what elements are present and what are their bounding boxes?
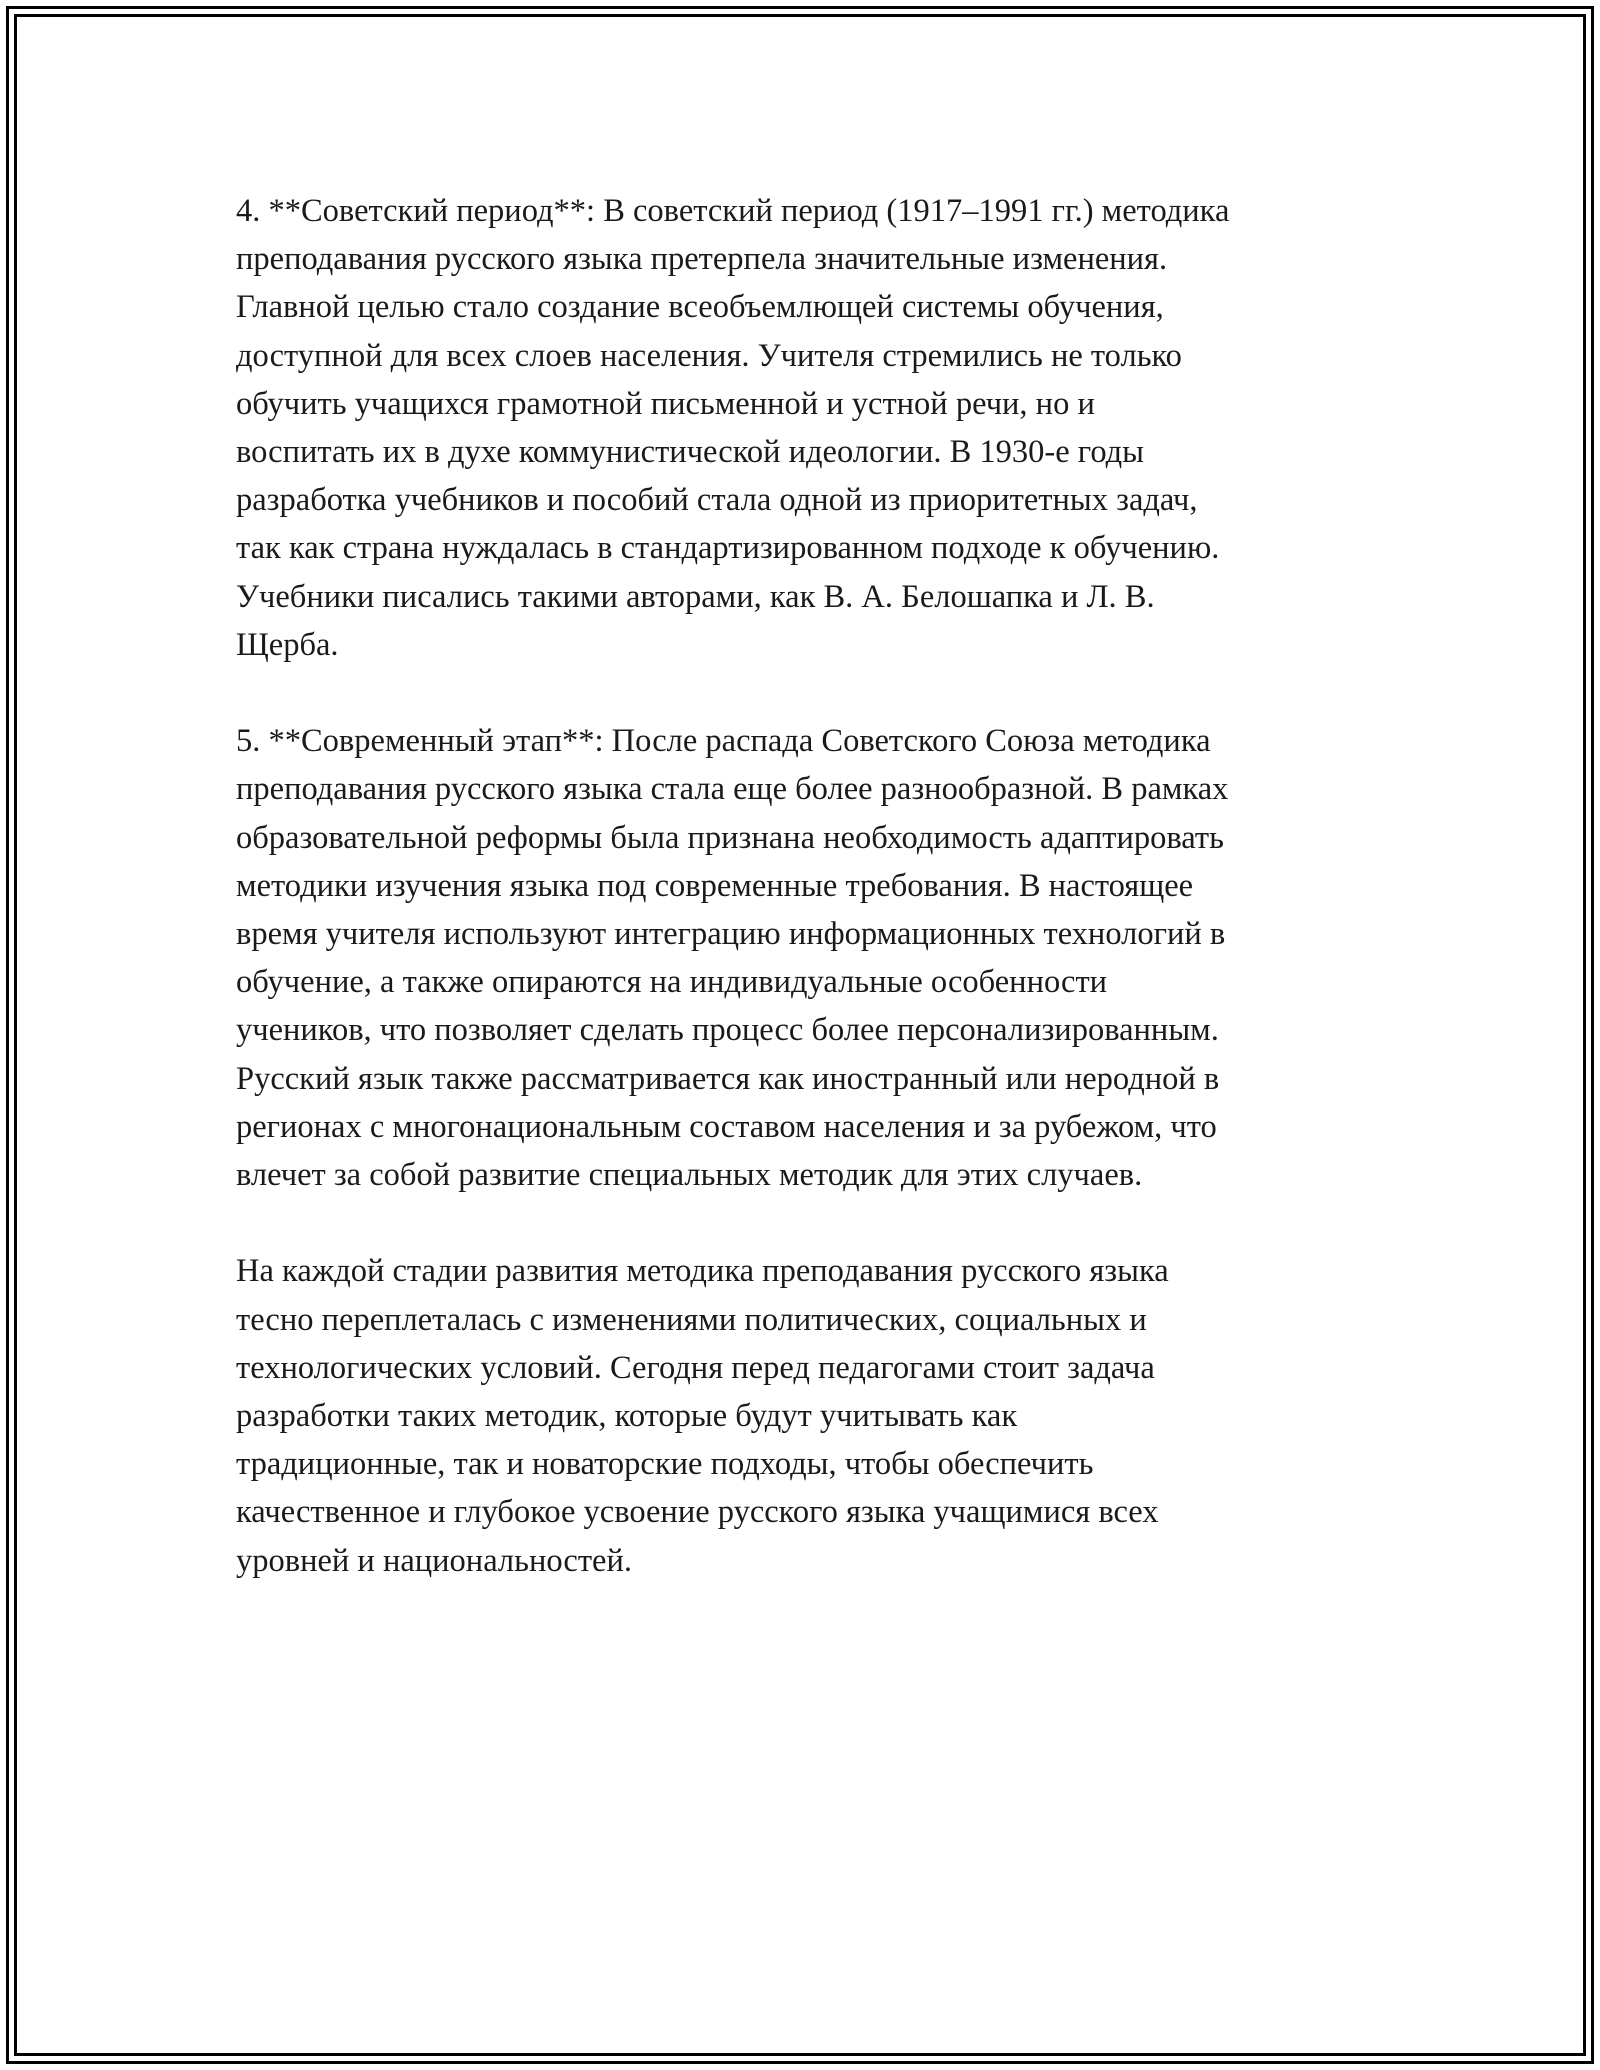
paragraph-soviet-period: 4. **Советский период**: В советский период (1917–1991 гг.) методика преподавания русского языка претерпела значительные изменения. Главной целью стало создание всеобъемлющей системы обучения, доступной для всех слоев населения. Учителя стремились не только обучить учащихся грамотной письменной и устной речи, но и воспитать их в духе коммунистической идеологии. В 1930-е годы разработка учебников и пособий стала одной из приоритетных задач, так как страна нуждалась в стандартизированном подходе к обучению. Учебники писались такими авторами, как В. А. Белошапка и Л. В. Щерба.	[236, 193, 1230, 663]
paragraph-conclusion: На каждой стадии развития методика преподавания русского языка тесно переплеталась с изменениями политических, социальных и технологических условий. Сегодня перед педагогами стоит задача разработки таких методик, которые будут учитывать как традиционные, так и новаторские подходы, чтобы обеспечить качественное и глубокое усвоение русского языка учащимися всех уровней и национальностей.	[236, 1253, 1169, 1579]
document-body	[236, 187, 1396, 1633]
paragraph-modern-stage: 5. **Современный этап**: После распада Советского Союза методика преподавания русского языка стала еще более разнообразной. В рамках образовательной реформы была признана необходимость адаптировать методики изучения языка под современные требования. В настоящее время учителя используют интеграцию информационных технологий в обучение, а также опираются на индивидуальные особенности учеников, что позволяет сделать процесс более персонализированным. Русский язык также рассматривается как иностранный или неродной в регионах с многонациональным составом населения и за рубежом, что влечет за собой развитие специальных методик для этих случаев.	[236, 723, 1229, 1194]
